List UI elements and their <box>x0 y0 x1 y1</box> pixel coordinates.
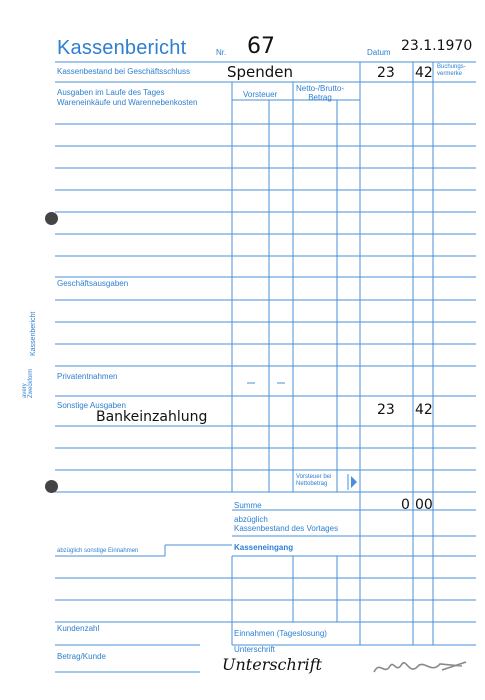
sonstige-euro: 23 <box>377 402 395 418</box>
side-label: Kassenbericht <box>30 311 37 356</box>
bestand-text: Spenden <box>227 63 294 81</box>
sonstige-text: Bankeinzahlung <box>96 409 208 425</box>
privatentnahmen-label: Privatentnahmen <box>57 372 118 381</box>
nr-label: Nr. <box>216 48 227 57</box>
bestand-euro: 23 <box>377 65 395 81</box>
geschaeftsausgaben-label: Geschäftsausgaben <box>57 279 129 288</box>
side-brand: avery Zweckform <box>22 368 34 398</box>
kundenzahl-label: Kundenzahl <box>57 624 100 633</box>
datum-value: 23.1.1970 <box>401 38 473 54</box>
summe-cent: 00 <box>415 497 433 513</box>
datum-label: Datum <box>367 48 391 57</box>
unterschrift-label: Unterschrift <box>234 645 275 654</box>
signature-handwritten: Unterschrift <box>222 655 322 674</box>
buchungsvermerke-label: Buchungs- vermerke <box>437 64 466 77</box>
sonstige-cent: 42 <box>415 402 433 418</box>
netto-brutto-header: Netto-/Brutto- Betrag <box>296 84 345 102</box>
arrow-marker-icon <box>351 476 357 488</box>
ausgaben-title: Ausgaben im Laufe des Tages <box>57 88 165 97</box>
form-title: Kassenbericht <box>57 37 187 59</box>
summe-euro: 0 <box>401 497 410 513</box>
vorsteuer-bei-label: Vorsteuer bei Nettobetrag <box>296 474 332 487</box>
punch-hole-bottom <box>45 480 58 493</box>
einnahmen-label: Einnahmen (Tageslosung) <box>234 629 327 638</box>
vorsteuer-header: Vorsteuer <box>243 90 278 99</box>
abzueglich-sonstige-label: abzüglich sonstige Einnahmen <box>57 548 139 554</box>
ausgaben-subtitle: Wareneinkäufe und Warennebenkosten <box>57 98 198 107</box>
nr-value: 67 <box>247 34 275 59</box>
bestand-cent: 42 <box>415 65 433 81</box>
sonstige-ausgaben-label: Sonstige Ausgaben <box>57 401 126 410</box>
bestand-label: Kassenbestand bei Geschäftsschluss <box>57 67 190 76</box>
summe-label: Summe <box>234 501 262 510</box>
signature-scribble-icon <box>370 652 480 682</box>
betrag-kunde-label: Betrag/Kunde <box>57 652 106 661</box>
kasseneingang-label: Kasseneingang <box>234 543 294 552</box>
abzueglich-label: abzüglich Kassenbestand des Vortages <box>234 515 339 533</box>
punch-hole-top <box>45 212 58 225</box>
